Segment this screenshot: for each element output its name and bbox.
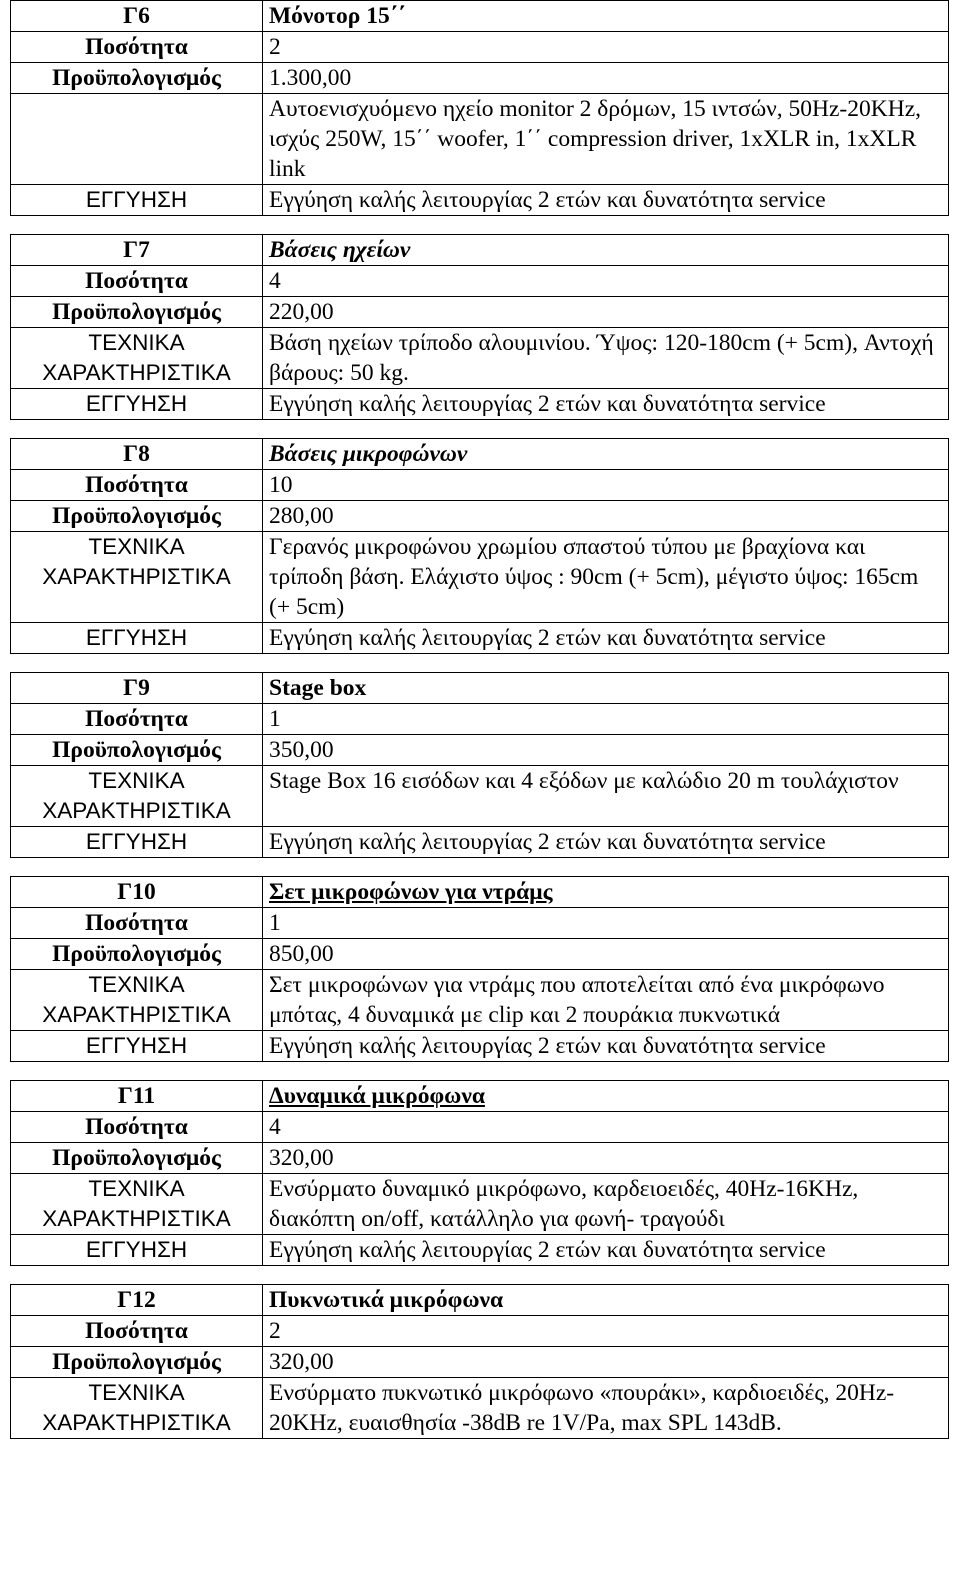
spacer-cell	[11, 1266, 949, 1285]
tech-specs-row	[11, 1174, 949, 1235]
warranty-row	[11, 1031, 949, 1062]
tech-specs-row	[11, 1378, 949, 1439]
block-spacer	[11, 420, 949, 439]
item-header-row	[11, 1285, 949, 1316]
tech-specs-row	[11, 532, 949, 623]
item-code: Γ7	[11, 235, 263, 266]
tech-specs-text: Ενσύρματο δυναμικό μικρόφωνο, καρδειοειδές, 40Hz-16KHz, διακόπτη on/off, κατάλληλο για φωνή- τραγούδι	[263, 1174, 949, 1235]
quantity-row	[11, 908, 949, 939]
item-header-row	[11, 673, 949, 704]
item-code: Γ9	[11, 673, 263, 704]
budget-row	[11, 735, 949, 766]
warranty-label: ΕΓΓΥΗΣΗ	[11, 389, 263, 420]
spec-table	[10, 0, 949, 1439]
quantity-label: Ποσότητα	[11, 1112, 263, 1143]
warranty-text: Εγγύηση καλής λειτουργίας 2 ετών και δυνατότητα service	[263, 1031, 949, 1062]
budget-value: 1.300,00	[263, 63, 949, 94]
tech-specs-label: ΤΕΧΝΙΚΑ ΧΑΡΑΚΤΗΡΙΣΤΙΚΑ	[11, 328, 263, 389]
warranty-label: ΕΓΓΥΗΣΗ	[11, 623, 263, 654]
budget-label: Προϋπολογισμός	[11, 297, 263, 328]
quantity-value: 2	[263, 32, 949, 63]
budget-label: Προϋπολογισμός	[11, 939, 263, 970]
tech-specs-label: ΤΕΧΝΙΚΑ ΧΑΡΑΚΤΗΡΙΣΤΙΚΑ	[11, 532, 263, 623]
quantity-value: 4	[263, 266, 949, 297]
budget-row	[11, 63, 949, 94]
item-header-row	[11, 235, 949, 266]
budget-value: 350,00	[263, 735, 949, 766]
item-code: Γ12	[11, 1285, 263, 1316]
quantity-row	[11, 1112, 949, 1143]
warranty-row	[11, 185, 949, 216]
warranty-text: Εγγύηση καλής λειτουργίας 2 ετών και δυνατότητα service	[263, 389, 949, 420]
item-title: Μόνοτορ 15΄΄	[263, 1, 949, 32]
tech-specs-row	[11, 970, 949, 1031]
quantity-row	[11, 470, 949, 501]
item-code: Γ10	[11, 877, 263, 908]
budget-row	[11, 1347, 949, 1378]
budget-value: 850,00	[263, 939, 949, 970]
block-spacer	[11, 1062, 949, 1081]
block-spacer	[11, 654, 949, 673]
budget-label: Προϋπολογισμός	[11, 1143, 263, 1174]
spacer-cell	[11, 654, 949, 673]
quantity-label: Ποσότητα	[11, 908, 263, 939]
quantity-label: Ποσότητα	[11, 266, 263, 297]
warranty-row	[11, 1235, 949, 1266]
spacer-cell	[11, 1062, 949, 1081]
item-title: Σετ μικροφώνων για ντράμς	[263, 877, 949, 908]
budget-label: Προϋπολογισμός	[11, 63, 263, 94]
tech-specs-label: ΤΕΧΝΙΚΑ ΧΑΡΑΚΤΗΡΙΣΤΙΚΑ	[11, 1378, 263, 1439]
tech-specs-label: ΤΕΧΝΙΚΑ ΧΑΡΑΚΤΗΡΙΣΤΙΚΑ	[11, 1174, 263, 1235]
tech-specs-text: Ενσύρματο πυκνωτικό μικρόφωνο «πουράκι», καρδιοειδές, 20Hz-20KHz, ευαισθησία -38dB re 1V/Pa, max SPL 143dB.	[263, 1378, 949, 1439]
budget-value: 320,00	[263, 1347, 949, 1378]
budget-value: 220,00	[263, 297, 949, 328]
warranty-text: Εγγύηση καλής λειτουργίας 2 ετών και δυνατότητα service	[263, 1235, 949, 1266]
spacer-cell	[11, 858, 949, 877]
item-title: Δυναμικά μικρόφωνα	[263, 1081, 949, 1112]
warranty-row	[11, 389, 949, 420]
item-title: Βάσεις μικροφώνων	[263, 439, 949, 470]
quantity-row	[11, 704, 949, 735]
quantity-value: 2	[263, 1316, 949, 1347]
block-spacer	[11, 216, 949, 235]
warranty-label: ΕΓΓΥΗΣΗ	[11, 185, 263, 216]
warranty-text: Εγγύηση καλής λειτουργίας 2 ετών και δυνατότητα service	[263, 623, 949, 654]
quantity-value: 4	[263, 1112, 949, 1143]
item-code: Γ11	[11, 1081, 263, 1112]
item-title: Stage box	[263, 673, 949, 704]
tech-specs-row	[11, 766, 949, 827]
tech-specs-text: Γερανός μικροφώνου χρωμίου σπαστού τύπου με βραχίονα και τρίποδη βάση. Ελάχιστο ύψος : 90cm (+ 5cm), μέγιστο ύψος: 165cm (+ 5cm)	[263, 532, 949, 623]
tech-specs-text: Αυτοενισχυόμενο ηχείο monitor 2 δρόμων, 15 ιντσών, 50Hz-20KHz, ισχύς 250W, 15΄΄ woofer, 1΄΄ compression driver, 1xXLR in, 1xXLR link	[263, 94, 949, 185]
item-code: Γ8	[11, 439, 263, 470]
item-title: Βάσεις ηχείων	[263, 235, 949, 266]
budget-row	[11, 939, 949, 970]
tech-specs-row	[11, 94, 949, 185]
tech-specs-label: ΤΕΧΝΙΚΑ ΧΑΡΑΚΤΗΡΙΣΤΙΚΑ	[11, 970, 263, 1031]
budget-label: Προϋπολογισμός	[11, 501, 263, 532]
quantity-row	[11, 32, 949, 63]
item-header-row	[11, 877, 949, 908]
budget-value: 320,00	[263, 1143, 949, 1174]
tech-specs-text: Σετ μικροφώνων για ντράμς που αποτελείται από ένα μικρόφωνο μπότας, 4 δυναμικά με clip και 2 πουράκια πυκνωτικά	[263, 970, 949, 1031]
tech-specs-text: Βάση ηχείων τρίποδο αλουμινίου. Ύψος: 120-180cm (+ 5cm), Αντοχή βάρους: 50 kg.	[263, 328, 949, 389]
warranty-text: Εγγύηση καλής λειτουργίας 2 ετών και δυνατότητα service	[263, 185, 949, 216]
item-code: Γ6	[11, 1, 263, 32]
quantity-value: 1	[263, 908, 949, 939]
quantity-value: 1	[263, 704, 949, 735]
warranty-row	[11, 623, 949, 654]
budget-label: Προϋπολογισμός	[11, 735, 263, 766]
item-header-row	[11, 1081, 949, 1112]
warranty-label: ΕΓΓΥΗΣΗ	[11, 827, 263, 858]
quantity-label: Ποσότητα	[11, 1316, 263, 1347]
warranty-label: ΕΓΓΥΗΣΗ	[11, 1235, 263, 1266]
block-spacer	[11, 858, 949, 877]
budget-row	[11, 501, 949, 532]
tech-specs-label: ΤΕΧΝΙΚΑ ΧΑΡΑΚΤΗΡΙΣΤΙΚΑ	[11, 766, 263, 827]
block-spacer	[11, 1266, 949, 1285]
spacer-cell	[11, 420, 949, 439]
budget-row	[11, 1143, 949, 1174]
item-header-row	[11, 439, 949, 470]
spacer-cell	[11, 216, 949, 235]
tech-specs-text: Stage Box 16 εισόδων και 4 εξόδων με καλώδιο 20 m τουλάχιστον	[263, 766, 949, 827]
quantity-label: Ποσότητα	[11, 32, 263, 63]
spec-table-body	[11, 1, 949, 1439]
tech-specs-row	[11, 328, 949, 389]
item-title: Πυκνωτικά μικρόφωνα	[263, 1285, 949, 1316]
budget-row	[11, 297, 949, 328]
tech-specs-label	[11, 94, 263, 185]
budget-label: Προϋπολογισμός	[11, 1347, 263, 1378]
quantity-label: Ποσότητα	[11, 704, 263, 735]
quantity-row	[11, 1316, 949, 1347]
quantity-value: 10	[263, 470, 949, 501]
warranty-row	[11, 827, 949, 858]
item-header-row	[11, 1, 949, 32]
quantity-label: Ποσότητα	[11, 470, 263, 501]
budget-value: 280,00	[263, 501, 949, 532]
warranty-text: Εγγύηση καλής λειτουργίας 2 ετών και δυνατότητα service	[263, 827, 949, 858]
warranty-label: ΕΓΓΥΗΣΗ	[11, 1031, 263, 1062]
quantity-row	[11, 266, 949, 297]
